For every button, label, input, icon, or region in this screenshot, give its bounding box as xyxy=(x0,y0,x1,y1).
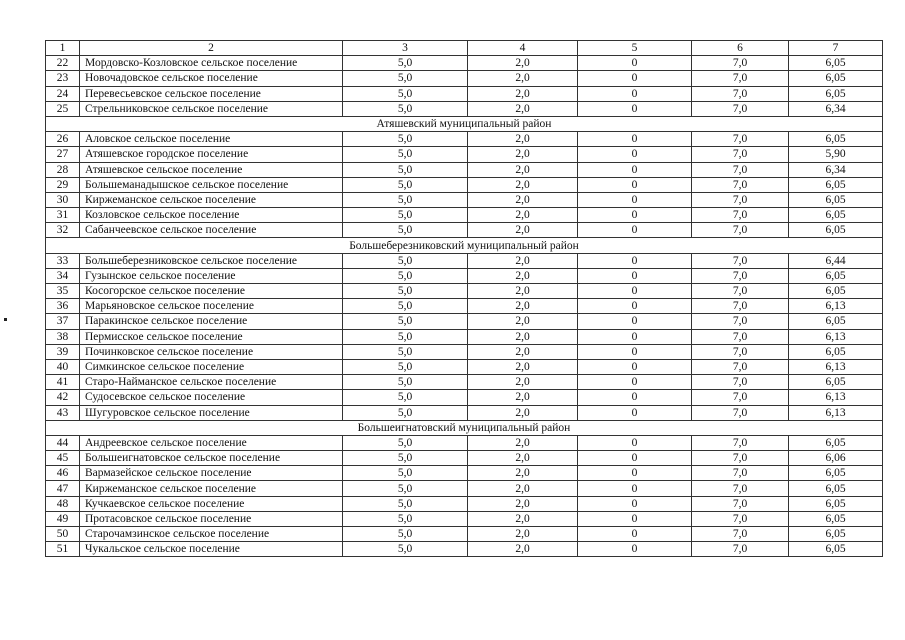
col5-value: 0 xyxy=(578,56,692,71)
col5-value: 0 xyxy=(578,435,692,450)
table-row xyxy=(46,71,883,86)
col4-value: 2,0 xyxy=(468,162,578,177)
col6-value: 7,0 xyxy=(692,542,789,557)
settlement-name: Атяшевское сельское поселение xyxy=(80,162,343,177)
table-row xyxy=(46,132,883,147)
col7-value: 6,05 xyxy=(789,527,883,542)
settlement-name: Новочадовское сельское поселение xyxy=(80,71,343,86)
table-row xyxy=(46,542,883,557)
col4-value: 2,0 xyxy=(468,284,578,299)
col5-value: 0 xyxy=(578,466,692,481)
settlement-name: Перевесьевское сельское поселение xyxy=(80,86,343,101)
col6-value: 7,0 xyxy=(692,299,789,314)
row-number: 41 xyxy=(46,375,80,390)
settlement-name: Кучкаевское сельское поселение xyxy=(80,496,343,511)
row-number: 51 xyxy=(46,542,80,557)
col7-value: 6,05 xyxy=(789,208,883,223)
col7-value: 6,05 xyxy=(789,344,883,359)
col7-value: 6,05 xyxy=(789,284,883,299)
col3-value: 5,0 xyxy=(343,481,468,496)
col3-value: 5,0 xyxy=(343,192,468,207)
col3-value: 5,0 xyxy=(343,253,468,268)
table-row xyxy=(46,101,883,116)
col6-value: 7,0 xyxy=(692,329,789,344)
column-header: 5 xyxy=(578,41,692,56)
col7-value: 6,05 xyxy=(789,56,883,71)
col3-value: 5,0 xyxy=(343,329,468,344)
table-row xyxy=(46,56,883,71)
col3-value: 5,0 xyxy=(343,284,468,299)
col7-value: 6,06 xyxy=(789,451,883,466)
col3-value: 5,0 xyxy=(343,466,468,481)
row-number: 48 xyxy=(46,496,80,511)
settlement-name: Пермисское сельское поселение xyxy=(80,329,343,344)
settlement-name: Старочамзинское сельское поселение xyxy=(80,527,343,542)
col3-value: 5,0 xyxy=(343,268,468,283)
col4-value: 2,0 xyxy=(468,511,578,526)
col3-value: 5,0 xyxy=(343,451,468,466)
col4-value: 2,0 xyxy=(468,177,578,192)
col6-value: 7,0 xyxy=(692,132,789,147)
settlement-name: Симкинское сельское поселение xyxy=(80,359,343,374)
col3-value: 5,0 xyxy=(343,375,468,390)
col3-value: 5,0 xyxy=(343,511,468,526)
settlement-name: Козловское сельское поселение xyxy=(80,208,343,223)
col3-value: 5,0 xyxy=(343,299,468,314)
row-number: 38 xyxy=(46,329,80,344)
row-number: 45 xyxy=(46,451,80,466)
row-number: 22 xyxy=(46,56,80,71)
column-header: 3 xyxy=(343,41,468,56)
row-number: 23 xyxy=(46,71,80,86)
col7-value: 6,44 xyxy=(789,253,883,268)
col5-value: 0 xyxy=(578,329,692,344)
col5-value: 0 xyxy=(578,542,692,557)
column-header: 1 xyxy=(46,41,80,56)
col3-value: 5,0 xyxy=(343,147,468,162)
col7-value: 6,05 xyxy=(789,177,883,192)
col4-value: 2,0 xyxy=(468,314,578,329)
col6-value: 7,0 xyxy=(692,451,789,466)
col4-value: 2,0 xyxy=(468,253,578,268)
col7-value: 6,13 xyxy=(789,329,883,344)
settlement-name: Мордовско-Козловское сельское поселение xyxy=(80,56,343,71)
col3-value: 5,0 xyxy=(343,542,468,557)
row-number: 46 xyxy=(46,466,80,481)
district-name: Большеигнатовский муниципальный район xyxy=(46,420,883,435)
col5-value: 0 xyxy=(578,223,692,238)
table-row xyxy=(46,223,883,238)
settlement-name: Косогорское сельское поселение xyxy=(80,284,343,299)
col6-value: 7,0 xyxy=(692,405,789,420)
col3-value: 5,0 xyxy=(343,101,468,116)
settlement-name: Большеигнатовское сельское поселение xyxy=(80,451,343,466)
row-number: 39 xyxy=(46,344,80,359)
table-row xyxy=(46,435,883,450)
margin-mark xyxy=(4,318,7,321)
col3-value: 5,0 xyxy=(343,208,468,223)
settlement-name: Шугуровское сельское поселение xyxy=(80,405,343,420)
col3-value: 5,0 xyxy=(343,405,468,420)
col5-value: 0 xyxy=(578,101,692,116)
col3-value: 5,0 xyxy=(343,223,468,238)
table-row xyxy=(46,375,883,390)
settlement-name: Большеберезниковское сельское поселение xyxy=(80,253,343,268)
col7-value: 6,13 xyxy=(789,299,883,314)
col7-value: 6,05 xyxy=(789,268,883,283)
col3-value: 5,0 xyxy=(343,496,468,511)
col4-value: 2,0 xyxy=(468,71,578,86)
row-number: 44 xyxy=(46,435,80,450)
col7-value: 6,05 xyxy=(789,71,883,86)
settlement-name: Марьяновское сельское поселение xyxy=(80,299,343,314)
col7-value: 6,05 xyxy=(789,86,883,101)
settlement-name: Атяшевское городское поселение xyxy=(80,147,343,162)
col4-value: 2,0 xyxy=(468,147,578,162)
col5-value: 0 xyxy=(578,268,692,283)
col5-value: 0 xyxy=(578,511,692,526)
col3-value: 5,0 xyxy=(343,344,468,359)
settlement-name: Гузынское сельское поселение xyxy=(80,268,343,283)
col4-value: 2,0 xyxy=(468,192,578,207)
col5-value: 0 xyxy=(578,527,692,542)
table-row xyxy=(46,177,883,192)
col5-value: 0 xyxy=(578,496,692,511)
table-row xyxy=(46,496,883,511)
settlement-name: Киржеманское сельское поселение xyxy=(80,192,343,207)
row-number: 26 xyxy=(46,132,80,147)
column-header: 6 xyxy=(692,41,789,56)
col3-value: 5,0 xyxy=(343,71,468,86)
col6-value: 7,0 xyxy=(692,359,789,374)
col6-value: 7,0 xyxy=(692,496,789,511)
col3-value: 5,0 xyxy=(343,314,468,329)
col3-value: 5,0 xyxy=(343,86,468,101)
col7-value: 6,34 xyxy=(789,101,883,116)
tariff-table xyxy=(45,40,883,557)
row-number: 27 xyxy=(46,147,80,162)
col7-value: 6,05 xyxy=(789,375,883,390)
district-name: Большеберезниковский муниципальный район xyxy=(46,238,883,253)
settlement-name: Стрельниковское сельское поселение xyxy=(80,101,343,116)
col4-value: 2,0 xyxy=(468,344,578,359)
col5-value: 0 xyxy=(578,390,692,405)
row-number: 24 xyxy=(46,86,80,101)
col6-value: 7,0 xyxy=(692,375,789,390)
col6-value: 7,0 xyxy=(692,390,789,405)
col3-value: 5,0 xyxy=(343,359,468,374)
col4-value: 2,0 xyxy=(468,435,578,450)
row-number: 36 xyxy=(46,299,80,314)
col7-value: 6,05 xyxy=(789,435,883,450)
table-row xyxy=(46,451,883,466)
district-row xyxy=(46,116,883,131)
table-row xyxy=(46,359,883,374)
col6-value: 7,0 xyxy=(692,527,789,542)
col4-value: 2,0 xyxy=(468,375,578,390)
settlement-name: Чукальское сельское поселение xyxy=(80,542,343,557)
col7-value: 6,05 xyxy=(789,511,883,526)
col7-value: 6,13 xyxy=(789,390,883,405)
table-row xyxy=(46,481,883,496)
col7-value: 6,05 xyxy=(789,192,883,207)
settlement-name: Паракинское сельское поселение xyxy=(80,314,343,329)
col6-value: 7,0 xyxy=(692,223,789,238)
row-number: 25 xyxy=(46,101,80,116)
table-row xyxy=(46,253,883,268)
table-row xyxy=(46,527,883,542)
table-row xyxy=(46,192,883,207)
table-row xyxy=(46,329,883,344)
table-row xyxy=(46,390,883,405)
table-row xyxy=(46,162,883,177)
row-number: 32 xyxy=(46,223,80,238)
col6-value: 7,0 xyxy=(692,177,789,192)
table-header-row xyxy=(46,41,883,56)
col5-value: 0 xyxy=(578,147,692,162)
col7-value: 5,90 xyxy=(789,147,883,162)
col5-value: 0 xyxy=(578,284,692,299)
col4-value: 2,0 xyxy=(468,86,578,101)
col6-value: 7,0 xyxy=(692,147,789,162)
column-header: 2 xyxy=(80,41,343,56)
col6-value: 7,0 xyxy=(692,314,789,329)
row-number: 49 xyxy=(46,511,80,526)
col5-value: 0 xyxy=(578,253,692,268)
settlement-name: Большеманадышское сельское поселение xyxy=(80,177,343,192)
table-row xyxy=(46,86,883,101)
settlement-name: Старо-Найманское сельское поселение xyxy=(80,375,343,390)
row-number: 37 xyxy=(46,314,80,329)
col6-value: 7,0 xyxy=(692,253,789,268)
col3-value: 5,0 xyxy=(343,390,468,405)
table-row xyxy=(46,466,883,481)
table-row xyxy=(46,344,883,359)
col5-value: 0 xyxy=(578,192,692,207)
district-row xyxy=(46,238,883,253)
col7-value: 6,05 xyxy=(789,314,883,329)
table-row xyxy=(46,147,883,162)
col5-value: 0 xyxy=(578,86,692,101)
col4-value: 2,0 xyxy=(468,223,578,238)
col6-value: 7,0 xyxy=(692,268,789,283)
row-number: 42 xyxy=(46,390,80,405)
col4-value: 2,0 xyxy=(468,496,578,511)
col3-value: 5,0 xyxy=(343,527,468,542)
col4-value: 2,0 xyxy=(468,405,578,420)
col6-value: 7,0 xyxy=(692,284,789,299)
row-number: 33 xyxy=(46,253,80,268)
col5-value: 0 xyxy=(578,314,692,329)
col4-value: 2,0 xyxy=(468,390,578,405)
col5-value: 0 xyxy=(578,162,692,177)
row-number: 47 xyxy=(46,481,80,496)
col4-value: 2,0 xyxy=(468,542,578,557)
col4-value: 2,0 xyxy=(468,299,578,314)
col7-value: 6,34 xyxy=(789,162,883,177)
col4-value: 2,0 xyxy=(468,56,578,71)
settlement-name: Киржеманское сельское поселение xyxy=(80,481,343,496)
col7-value: 6,05 xyxy=(789,223,883,238)
col3-value: 5,0 xyxy=(343,132,468,147)
col5-value: 0 xyxy=(578,451,692,466)
row-number: 31 xyxy=(46,208,80,223)
settlement-name: Протасовское сельское поселение xyxy=(80,511,343,526)
col6-value: 7,0 xyxy=(692,86,789,101)
col6-value: 7,0 xyxy=(692,56,789,71)
col5-value: 0 xyxy=(578,375,692,390)
col5-value: 0 xyxy=(578,405,692,420)
col5-value: 0 xyxy=(578,344,692,359)
col4-value: 2,0 xyxy=(468,451,578,466)
col5-value: 0 xyxy=(578,208,692,223)
settlement-name: Аловское сельское поселение xyxy=(80,132,343,147)
col4-value: 2,0 xyxy=(468,359,578,374)
col5-value: 0 xyxy=(578,71,692,86)
col5-value: 0 xyxy=(578,299,692,314)
col5-value: 0 xyxy=(578,177,692,192)
col6-value: 7,0 xyxy=(692,71,789,86)
settlement-name: Вармазейское сельское поселение xyxy=(80,466,343,481)
district-row xyxy=(46,420,883,435)
col3-value: 5,0 xyxy=(343,435,468,450)
col6-value: 7,0 xyxy=(692,511,789,526)
col4-value: 2,0 xyxy=(468,101,578,116)
table-row xyxy=(46,314,883,329)
col4-value: 2,0 xyxy=(468,481,578,496)
col6-value: 7,0 xyxy=(692,435,789,450)
col6-value: 7,0 xyxy=(692,101,789,116)
row-number: 28 xyxy=(46,162,80,177)
table-row xyxy=(46,299,883,314)
col4-value: 2,0 xyxy=(468,466,578,481)
table-row xyxy=(46,511,883,526)
col6-value: 7,0 xyxy=(692,466,789,481)
district-name: Атяшевский муниципальный район xyxy=(46,116,883,131)
table-row xyxy=(46,284,883,299)
table-row xyxy=(46,208,883,223)
col6-value: 7,0 xyxy=(692,481,789,496)
col7-value: 6,05 xyxy=(789,466,883,481)
col6-value: 7,0 xyxy=(692,208,789,223)
col3-value: 5,0 xyxy=(343,56,468,71)
table-row xyxy=(46,268,883,283)
col7-value: 6,05 xyxy=(789,542,883,557)
col7-value: 6,13 xyxy=(789,359,883,374)
col7-value: 6,05 xyxy=(789,496,883,511)
col7-value: 6,13 xyxy=(789,405,883,420)
col5-value: 0 xyxy=(578,359,692,374)
settlement-name: Сабанчеевское сельское поселение xyxy=(80,223,343,238)
settlement-name: Андреевское сельское поселение xyxy=(80,435,343,450)
col7-value: 6,05 xyxy=(789,132,883,147)
column-header: 4 xyxy=(468,41,578,56)
col6-value: 7,0 xyxy=(692,192,789,207)
col4-value: 2,0 xyxy=(468,527,578,542)
row-number: 40 xyxy=(46,359,80,374)
row-number: 35 xyxy=(46,284,80,299)
col3-value: 5,0 xyxy=(343,177,468,192)
column-header: 7 xyxy=(789,41,883,56)
col4-value: 2,0 xyxy=(468,329,578,344)
row-number: 30 xyxy=(46,192,80,207)
row-number: 43 xyxy=(46,405,80,420)
col4-value: 2,0 xyxy=(468,208,578,223)
col6-value: 7,0 xyxy=(692,162,789,177)
settlement-name: Починковское сельское поселение xyxy=(80,344,343,359)
col7-value: 6,05 xyxy=(789,481,883,496)
col5-value: 0 xyxy=(578,132,692,147)
col4-value: 2,0 xyxy=(468,132,578,147)
col5-value: 0 xyxy=(578,481,692,496)
col6-value: 7,0 xyxy=(692,344,789,359)
settlement-name: Судосевское сельское поселение xyxy=(80,390,343,405)
col4-value: 2,0 xyxy=(468,268,578,283)
table-row xyxy=(46,405,883,420)
row-number: 50 xyxy=(46,527,80,542)
row-number: 29 xyxy=(46,177,80,192)
row-number: 34 xyxy=(46,268,80,283)
col3-value: 5,0 xyxy=(343,162,468,177)
